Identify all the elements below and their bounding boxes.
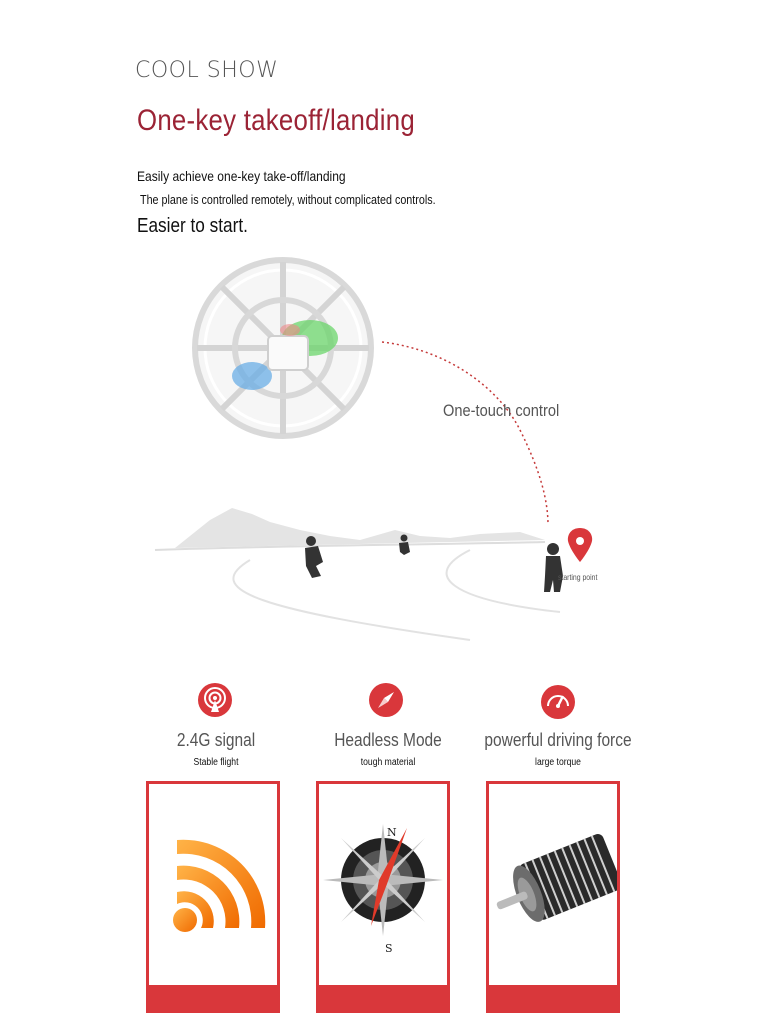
- signal-icon: [197, 682, 233, 718]
- feature-subtitle: large torque: [535, 757, 581, 768]
- wireless-signal-icon: [149, 784, 277, 984]
- one-touch-control-label: One-touch control: [443, 401, 560, 420]
- motor-card: [486, 781, 620, 1013]
- page-headline: One-key takeoff/landing: [137, 104, 415, 137]
- card-footer-bar: [486, 985, 620, 1013]
- feature-subtitle: Stable flight: [193, 757, 239, 768]
- flight-path: [382, 342, 548, 525]
- gauge-icon: [540, 684, 576, 720]
- card-footer-bar: [146, 985, 280, 1013]
- starting-point-label: starting point: [558, 573, 598, 582]
- motor-icon: [489, 784, 617, 984]
- feature-signal: [116, 730, 316, 768]
- signal-card: [146, 781, 280, 1013]
- drone-ball: [195, 260, 371, 436]
- compass-card: [316, 781, 450, 1013]
- compass-rose-icon: [319, 784, 447, 984]
- feature-driving-force: [458, 730, 658, 768]
- feature-title: 2.4G signal: [176, 730, 256, 750]
- mountain-silhouette: [175, 508, 545, 548]
- description-line-3: Easier to start.: [137, 215, 248, 237]
- ground-line: [447, 550, 560, 612]
- feature-subtitle: tough material: [360, 757, 416, 768]
- compass-south-label: S: [385, 942, 393, 955]
- location-pin-icon: [568, 528, 592, 562]
- ground-line: [233, 560, 470, 640]
- brand-title: COOL SHOW: [135, 58, 279, 83]
- compass-north-label: N: [387, 826, 397, 839]
- flight-scene-illustration: [0, 250, 768, 650]
- card-footer-bar: [316, 985, 450, 1013]
- feature-title: Headless Mode: [334, 730, 442, 750]
- description-line-2: The plane is controlled remotely, without complicated controls.: [140, 193, 436, 207]
- compass-icon: [368, 682, 404, 718]
- pilot-figure: [544, 543, 563, 592]
- feature-title: powerful driving force: [484, 730, 632, 750]
- description-line-1: Easily achieve one-key take-off/landing: [137, 168, 346, 184]
